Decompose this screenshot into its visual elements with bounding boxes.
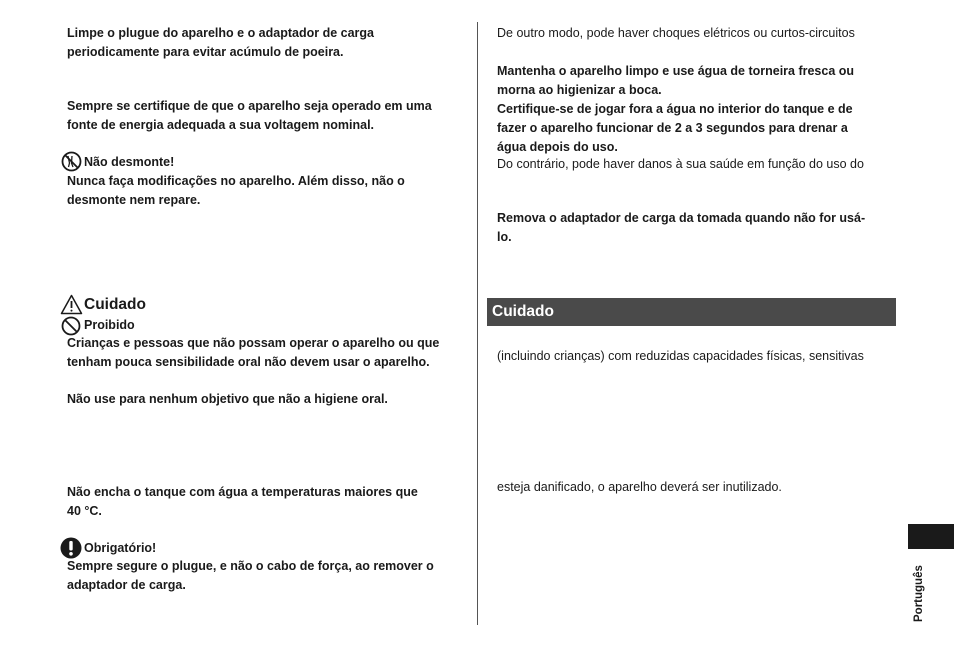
left-paragraph-plug-cleaning: Limpe o plugue do aparelho e o adaptador de carga periodicamente para evitar acúmulo de poeira. [67,26,374,59]
mandatory-title: Obrigatório! [84,541,157,555]
left-paragraph-oral-hygiene: Não use para nenhum objetivo que não a higiene oral. [67,392,388,406]
caution-heading: Cuidado [84,296,146,313]
right-paragraph-health-damage: Do contrário, pode haver danos à sua saúde em função do uso do [497,157,864,171]
warning-triangle-icon [60,294,83,315]
prohibited-title: Proibido [84,318,135,332]
prohibited-icon [61,316,81,336]
right-paragraph-damaged-device: esteja danificado, o aparelho deverá ser inutilizado. [497,480,782,494]
column-divider [477,22,478,625]
left-paragraph-water-temperature: Não encha o tanque com água a temperaturas maiores que 40 °C. [67,485,418,518]
right-paragraph-remove-adapter: Remova o adaptador de carga da tomada quando não for usá- lo. [497,211,866,244]
right-paragraph-electric-shock: De outro modo, pode haver choques elétricos ou curtos-circuitos [497,26,855,40]
no-disassembly-title: Não desmonte! [84,155,175,169]
right-paragraph-reduced-capacities: (incluindo crianças) com reduzidas capacidades físicas, sensitivas [497,349,864,363]
language-tab-label: Português [913,565,925,622]
caution-banner: Cuidado [487,298,896,326]
no-disassembly-text: Nunca faça modificações no aparelho. Além disso, não o desmonte nem repare. [67,174,405,207]
right-paragraph-clean-water: Mantenha o aparelho limpo e use água de torneira fresca ou morna ao higienizar a boca. Certifique-se de jogar fora a água no interior do tanque e de fazer o aparelho funcionar de 2 a 3 segundos para drenar a água depois do uso. [497,64,855,154]
left-paragraph-voltage: Sempre se certifique de que o aparelho seja operado em uma fonte de energia adequada a sua voltagem nominal. [67,99,432,132]
mandatory-exclamation-icon [60,537,82,559]
prohibited-text: Crianças e pessoas que não possam operar o aparelho ou que tenham pouca sensibilidade oral não devem usar o aparelho. [67,336,440,369]
language-tab-marker [908,524,954,549]
no-disassembly-icon [61,151,82,172]
mandatory-text: Sempre segure o plugue, e não o cabo de força, ao remover o adaptador de carga. [67,559,434,592]
